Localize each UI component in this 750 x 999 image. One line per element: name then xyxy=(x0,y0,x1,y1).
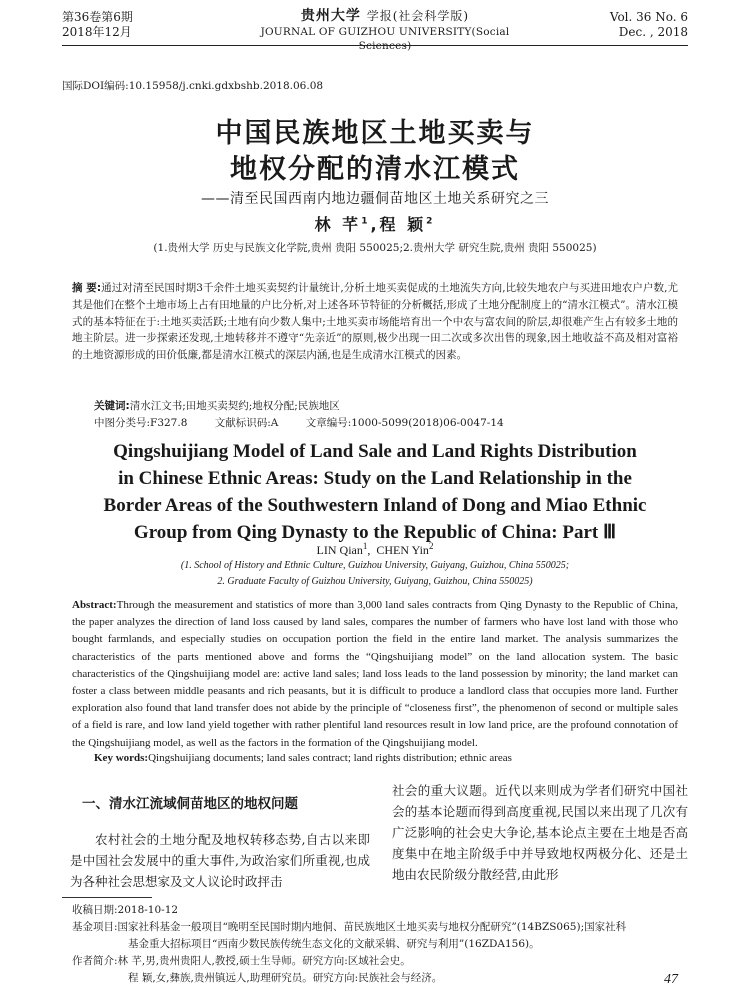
classification-line xyxy=(94,415,504,430)
header-volume: 第36卷第6期 xyxy=(62,10,133,24)
title-en-line-1: Qingshuijiang Model of Land Sale and Land Rights Distribution xyxy=(113,441,637,462)
keywords-en-label: Key words: xyxy=(94,752,149,764)
abstract-en-text: Through the measurement and statistics of more than 3,000 land sales contracts from Qing Dynasty to the Republic of China, the paper analyzes the direction of land loss caused by land sales, compares the number of farmers who have lost land with those who bought farmlands, and especially studies on occupation portion the field in the entire land market. The analysis summarizes the characteristics of the parts mentioned above and forms the “Qingshuijiang model” on the land allocation system. The basic characteristics of the Qingshuijiang model are: active land sales; land loss leads to the land possession by minority; the land market can foster a class between middle peasants and rich peasants, but it is difficult to produce a landlord class that occupies more land. Further exploration also found that land transfer does not abide by the principle of “closeness first”, the phenomenon of second or multiple sales of a field is rare, and low land yield together with rather plentiful land resources result in low land price, are the profound connotation of the Qingshuijiang model, as well as the factors in the formation of the Qingshuijiang model. xyxy=(72,599,678,749)
page-number: 47 xyxy=(664,972,678,987)
author-en-2-affil: 2 xyxy=(428,541,434,551)
header-vol-no: Vol. 36 No. 6 xyxy=(609,10,688,24)
author-en-1: LIN Qian xyxy=(316,543,363,557)
keywords-cn xyxy=(94,398,340,413)
article-subtitle-cn: ——清至民国西南内地边疆侗苗地区土地关系研究之三 xyxy=(201,191,549,207)
header-volume-en xyxy=(610,10,688,40)
footnote-divider xyxy=(62,897,152,898)
affiliation-en-line-2: 2. Graduate Faculty of Guizhou University, Guiyang, Guizhou, China 550025) xyxy=(217,576,533,587)
article-title-cn xyxy=(0,116,750,188)
header-date-cn: 2018年12月 xyxy=(62,25,132,39)
abstract-cn xyxy=(72,280,678,364)
title-en-line-3: Border Areas of the Southwestern Inland of Dong and Miao Ethnic xyxy=(103,495,647,516)
authors-cn xyxy=(0,212,750,235)
journal-title-cn xyxy=(260,8,510,25)
footnote-fund-2: 基金重大招标项目“西南少数民族传统生态文化的文献采辑、研究与利用”(16ZDA156)。 xyxy=(128,938,540,950)
document-code: 文献标识码:A xyxy=(214,417,279,429)
author-en-1-affil: 1 xyxy=(362,541,368,551)
author-separator: , xyxy=(370,215,380,234)
affiliation-cn: (1.贵州大学 历史与民族文化学院,贵州 贵阳 550025;2.贵州大学 研究生院,贵州 贵阳 550025) xyxy=(153,242,597,254)
abstract-en xyxy=(72,597,678,752)
author-en-2: CHEN Yin xyxy=(376,543,429,557)
title-en-line-4: Group from Qing Dynasty to the Republic of China: Part Ⅲ xyxy=(133,522,617,543)
title-line-2: 地权分配的清水江模式 xyxy=(230,154,520,185)
author-2: 程 颖 xyxy=(379,215,427,234)
footnotes xyxy=(72,902,688,987)
author-1-affil: 1 xyxy=(361,216,371,227)
body-column-right xyxy=(392,780,688,885)
abstract-en-label: Abstract: xyxy=(72,599,117,611)
author-1: 林 芊 xyxy=(314,215,362,234)
footnote-bio-1: 作者简介:林 芊,男,贵州贵阳人,教授,硕士生导师。研究方向:区域社会史。 xyxy=(72,955,411,967)
header-divider xyxy=(62,45,688,46)
header-date-en: Dec. , 2018 xyxy=(618,25,688,39)
journal-title-en: JOURNAL OF GUIZHOU UNIVERSITY(Social Sciences) xyxy=(260,26,510,52)
authors-en: LIN Qian$^1$, CHEN Yin$^2$ xyxy=(316,541,434,557)
keywords-cn-text: 清水江文书;田地买卖契约;地权分配;民族地区 xyxy=(129,400,340,412)
abstract-cn-text: 通过对清至民国时期3千余件土地买卖契约计量统计,分析土地买卖促成的土地流失方向,比较失地农户与买进田地农户户数,尤其是他们在整个土地市场上占有田地量的户比分析,对上述各环节特征的分析概括,形成了土地分配制度上的“清水江模式”。清水江模式的基本特征在于:土地买卖活跃;土地有向少数人集中;土地买卖市场能培育出一个中农与富农间的阶层,却很难产生占有较多土地的地主阶层。进一步探索还发现,土地转移并不遵守“先亲近”的原则,极少出现一田二次或多次出售的现象,因土地收益不高及相对富裕的土地资源形成的田价低廉,都是清水江模式的深层内涵,也是生成清水江模式的因素。 xyxy=(72,282,678,362)
footnote-fund-1: 基金项目:国家社科基金一般项目“晚明至民国时期内地侗、苗民族地区土地买卖与地权分配研究”(14BZS065);国家社科 xyxy=(72,921,627,933)
affiliation-en xyxy=(0,558,750,590)
header-volume-info xyxy=(62,10,133,40)
abstract-cn-label: 摘 要: xyxy=(72,282,102,294)
journal-logo: 贵州大学 xyxy=(300,8,361,24)
affiliation-en-line-1: (1. School of History and Ethnic Culture, Guizhou University, Guiyang, Guizhou, China 550025; xyxy=(180,560,570,571)
section-heading: 一、清水江流域侗苗地区的地权问题 xyxy=(82,796,298,812)
clc-number: 中图分类号:F327.8 xyxy=(94,417,188,429)
author-2-affil: 2 xyxy=(426,216,436,227)
journal-subtitle-cn: 学报(社会科学版) xyxy=(366,9,470,23)
article-title-en xyxy=(0,438,750,546)
footnote-bio-2: 程 颖,女,彝族,贵州镇远人,助理研究员。研究方向:民族社会与经济。 xyxy=(128,972,443,984)
doi-line: 国际DOI编码:10.15958/j.cnki.gdxbshb.2018.06.08 xyxy=(62,80,324,92)
keywords-en-text: Qingshuijiang documents; land sales contract; land rights distribution; ethnic areas xyxy=(148,752,512,764)
article-number: 文章编号:1000-5099(2018)06-0047-14 xyxy=(305,417,504,429)
title-en-line-2: in Chinese Ethnic Areas: Study on the Land Relationship in the xyxy=(118,468,632,489)
body-paragraph-right: 社会的重大议题。近代以来则成为学者们研究中国社会的基本论题而得到高度重视,民国以来出现了几次有广泛影响的社会史大争论,基本论点主要在土地是否高度集中在地主阶级手中并导致地权两极分化、还是土地由农民阶级分散经营,由此形 xyxy=(392,783,688,882)
body-column-left xyxy=(70,790,370,892)
footnote-received: 收稿日期:2018-10-12 xyxy=(72,904,179,916)
keywords-en xyxy=(94,752,512,764)
title-line-1: 中国民族地区土地买卖与 xyxy=(215,118,535,149)
body-paragraph-left: 农村社会的土地分配及地权转移态势,自古以来即是中国社会发展中的重大事件,为政治家们所重视,也成为各种社会思想家及文人议论时政抨击 xyxy=(70,832,370,889)
header-journal xyxy=(260,8,510,53)
keywords-cn-label: 关键词: xyxy=(94,400,130,412)
